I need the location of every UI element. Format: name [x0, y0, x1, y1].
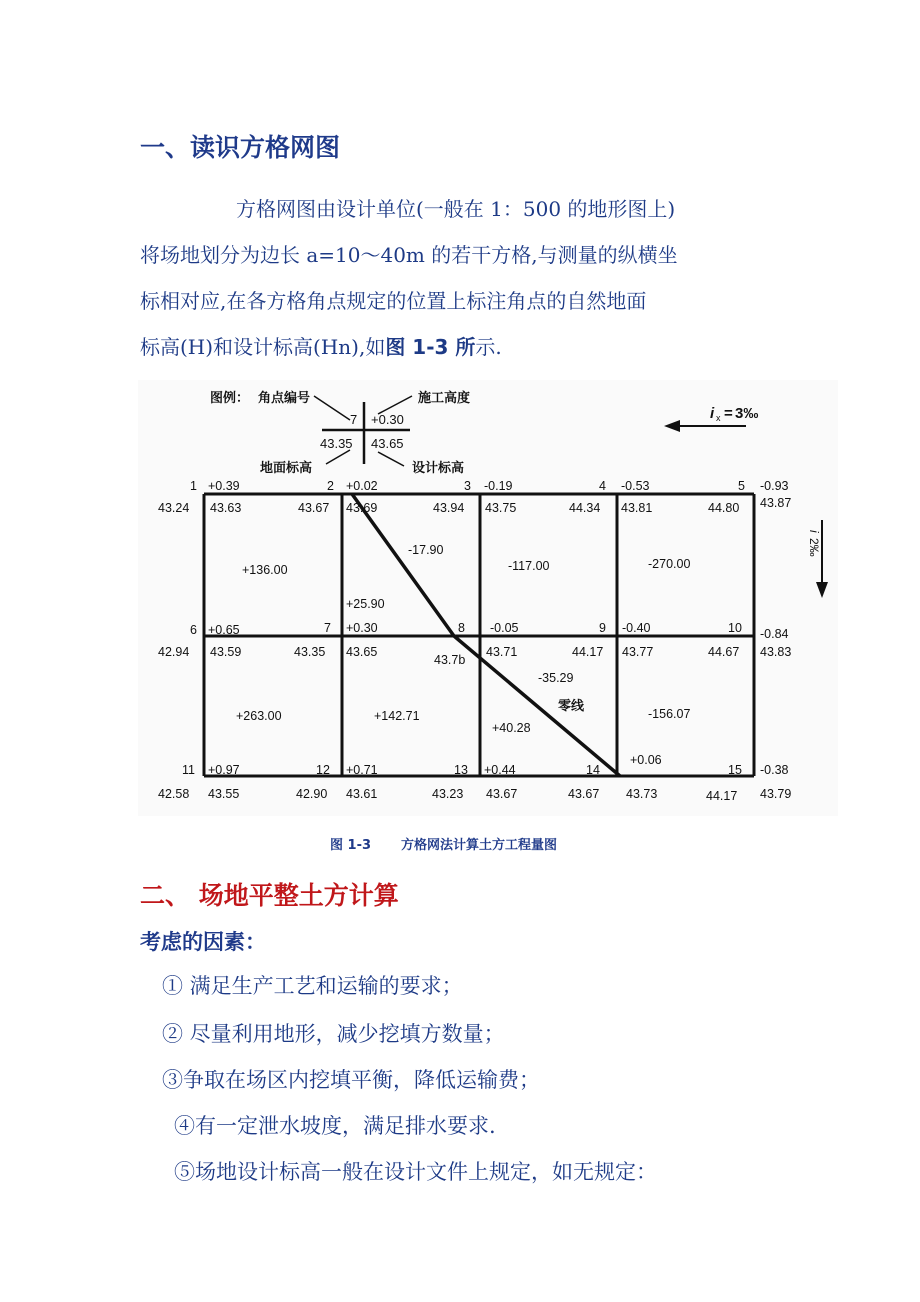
corner-ground-2: 43.67	[298, 501, 330, 515]
corner-ground-7: 43.35	[294, 645, 326, 659]
corner-h-14: +0.06	[630, 753, 662, 767]
corner-no-13: 13	[454, 763, 468, 777]
legend-construction-height: 施工高度	[418, 390, 471, 405]
caption-number: 图 1-3	[330, 838, 372, 853]
svg-text:x: x	[716, 413, 721, 423]
corner-design-2: 43.69	[346, 501, 378, 515]
corner-design-4: 43.81	[621, 501, 653, 515]
legend-ground-elev: 地面标高	[260, 460, 313, 475]
corner-design-9: 43.71	[486, 645, 518, 659]
intro-paragraph	[140, 186, 780, 370]
corner-ground-15: 44.17	[706, 789, 738, 803]
legend-design-elev: 设计标高	[412, 460, 465, 475]
corner-h-4: -0.53	[621, 479, 650, 493]
volume-8: -35.29	[538, 671, 574, 685]
corner-ground-13: 43.23	[432, 787, 464, 801]
corner-h-1: +0.39	[208, 479, 240, 493]
figure-caption	[330, 834, 557, 853]
factor-item-5: ⑤场地设计标高一般在设计文件上规定，如无规定：	[174, 1160, 657, 1184]
corner-design-10: 43.77	[622, 645, 654, 659]
legend-prefix: 图例：	[210, 390, 250, 405]
volume-9: +40.28	[492, 721, 531, 735]
corner-design-7: 43.65	[346, 645, 378, 659]
corner-no-7: 7	[324, 621, 331, 635]
corner-design-11: 43.55	[208, 787, 240, 801]
corner-design-10-right: 43.83	[760, 645, 792, 659]
corner-h-12: +0.71	[346, 763, 378, 777]
corner-no-5: 5	[738, 479, 745, 493]
grid-figure	[138, 380, 838, 816]
legend-sample-h: +0.30	[371, 412, 404, 427]
corner-no-3: 3	[464, 479, 471, 493]
para-line-1: 方格网图由设计单位(一般在 1：500 的地形图上)	[236, 197, 676, 221]
corner-design-8: 43.7b	[434, 653, 466, 667]
corner-h-6: +0.65	[208, 623, 240, 637]
svg-text:-0.84: -0.84	[760, 627, 789, 641]
corner-h-7: +0.30	[346, 621, 378, 635]
legend-sample-design: 43.65	[371, 436, 404, 451]
corner-no-10: 10	[728, 621, 742, 635]
volume-10: -156.07	[648, 707, 691, 721]
corner-design-6: 43.59	[210, 645, 242, 659]
corner-ground-4: 44.34	[569, 501, 601, 515]
corner-no-6: 6	[190, 623, 197, 637]
para-line-4: 标高(H)和设计标高(Hn),如图 1-3 所示.	[140, 335, 502, 359]
corner-ground-11: 42.58	[158, 787, 190, 801]
corner-design-14: 43.73	[626, 787, 658, 801]
slope-y-value: 2‰	[807, 538, 821, 557]
corner-h-11: +0.97	[208, 763, 240, 777]
svg-text:i: i	[807, 530, 821, 533]
corner-design-3: 43.75	[485, 501, 517, 515]
corner-ground-12: 42.90	[296, 787, 328, 801]
legend-sample-no: 7	[350, 412, 358, 427]
figure-reference: 图 1-3 所	[385, 335, 476, 359]
corner-h-13: +0.44	[484, 763, 516, 777]
corner-no-14: 14	[586, 763, 600, 777]
factor-item-4: ④有一定泄水坡度，满足排水要求.	[174, 1114, 496, 1138]
section-heading-2: 二、 场地平整土方计算	[140, 881, 399, 910]
para-line-3: 标相对应,在各方格角点规定的位置上标注角点的自然地面	[140, 289, 647, 313]
volume-6: +263.00	[236, 709, 282, 723]
corner-no-9: 9	[599, 621, 606, 635]
corner-no-15: 15	[728, 763, 742, 777]
factor-item-1: ① 满足生产工艺和运输的要求；	[162, 974, 463, 998]
legend-corner-no: 角点编号	[258, 390, 311, 405]
legend-sample-ground: 43.35	[320, 436, 353, 451]
corner-no-1: 1	[190, 479, 197, 493]
corner-no-12: 12	[316, 763, 330, 777]
corner-design-15: 43.79	[760, 787, 792, 801]
corner-ground-5: 44.80	[708, 501, 740, 515]
corner-design-5: 43.87	[760, 496, 792, 510]
volume-5: +25.90	[346, 597, 385, 611]
factor-item-2: ② 尽量利用地形，减少挖填方数量；	[162, 1022, 505, 1046]
corner-h-3: -0.19	[484, 479, 513, 493]
section-heading-1: 一、读识方格网图	[140, 133, 341, 162]
corner-h-15: -0.38	[760, 763, 789, 777]
corner-design-1: 43.63	[210, 501, 242, 515]
corner-design-12: 43.61	[346, 787, 378, 801]
corner-ground-3: 43.94	[433, 501, 465, 515]
corner-no-11: 11	[182, 763, 195, 777]
corner-ground-10: 44.67	[708, 645, 740, 659]
corner-h-10: -0.40	[622, 621, 651, 635]
corner-design-13: 43.67	[486, 787, 518, 801]
corner-h-2: +0.02	[346, 479, 378, 493]
factors-heading: 考虑的因素：	[140, 930, 266, 954]
corner-h-5: -0.93	[760, 479, 789, 493]
volume-7: +142.71	[374, 709, 420, 723]
factor-item-3: ③争取在场区内挖填平衡，降低运输费；	[162, 1068, 540, 1092]
volume-1: +136.00	[242, 563, 288, 577]
svg-text:=: =	[724, 405, 733, 422]
corner-ground-6: 42.94	[158, 645, 190, 659]
corner-no-4: 4	[599, 479, 606, 493]
svg-text:i: i	[710, 405, 715, 422]
corner-ground-1: 43.24	[158, 501, 190, 515]
para-line-2: 将场地划分为边长 a=10～40m 的若干方格,与测量的纵横坐	[140, 243, 678, 267]
corner-ground-14: 43.67	[568, 787, 600, 801]
volume-3: -117.00	[508, 559, 550, 573]
volume-2: -17.90	[408, 543, 444, 557]
caption-title: 方格网法计算土方工程量图	[401, 838, 558, 853]
zero-line-label: 零线	[558, 698, 585, 713]
slope-x-value: 3‰	[735, 405, 759, 422]
corner-h-9: -0.05	[490, 621, 519, 635]
corner-no-2: 2	[327, 479, 334, 493]
volume-4: -270.00	[648, 557, 691, 571]
corner-no-8: 8	[458, 621, 465, 635]
corner-ground-10a: 44.17	[572, 645, 604, 659]
